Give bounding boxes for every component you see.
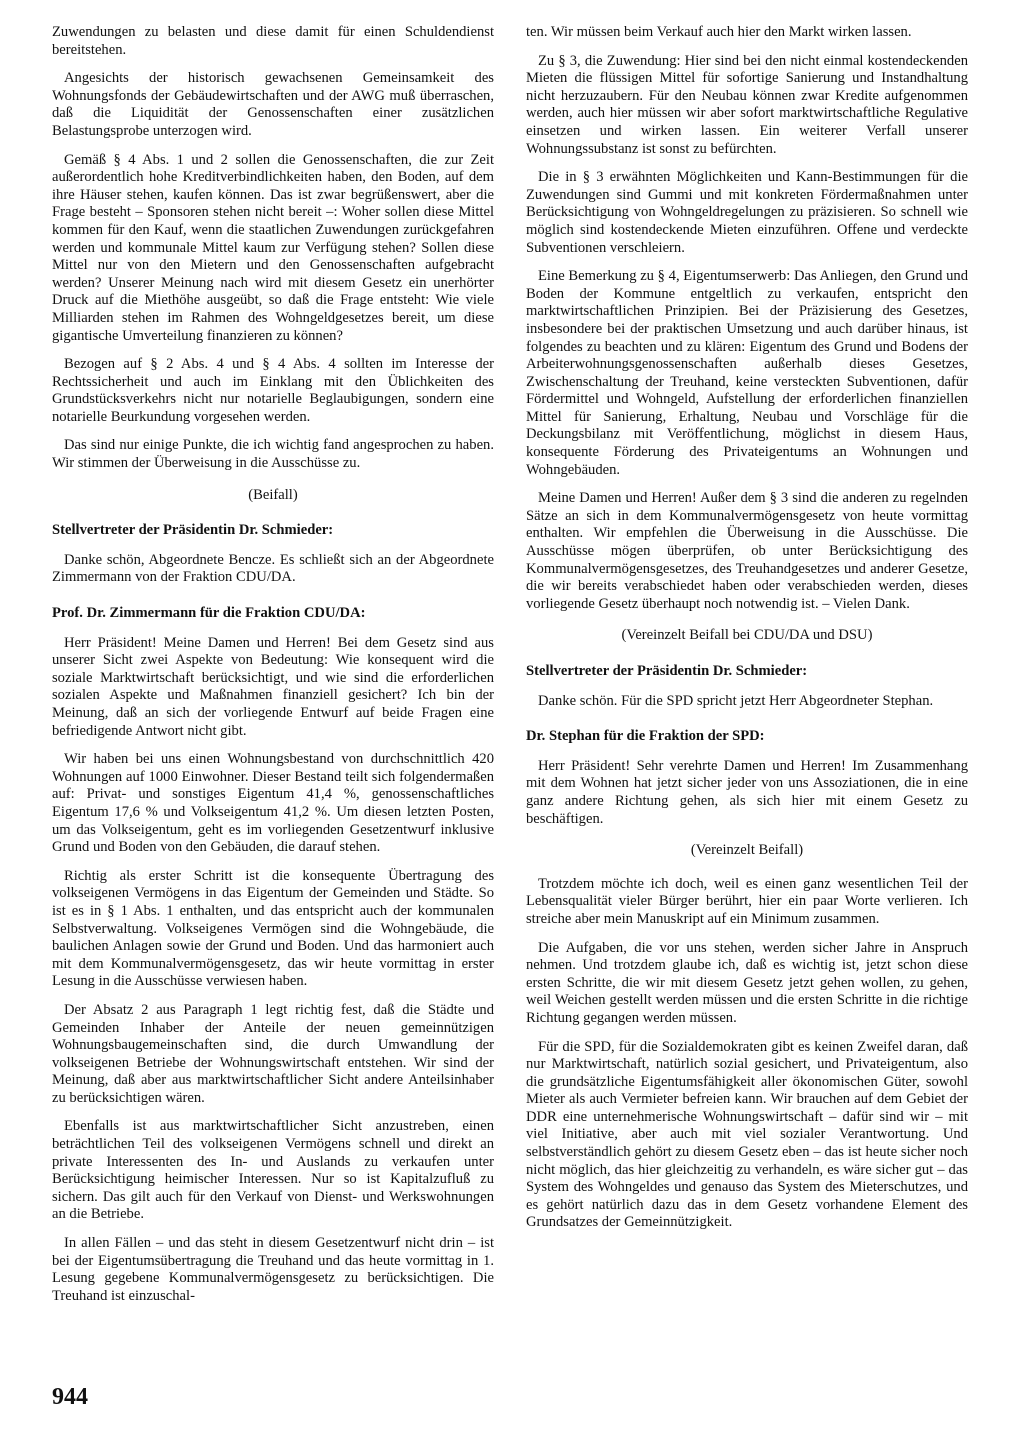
paragraph: Meine Damen und Herren! Außer dem § 3 sind die anderen zu regelnden Sätze an sich in dem Kommunalvermögensgesetz von heute vormittag enthalten. Wir empfehlen die Überweisung in die Ausschüsse. Die Ausschüsse mögen überprüfen, ob unter Berücksichtigung des Kommunalvermögensgesetzes, des Treuhandgesetzes und anderer Gesetze, die wir bereits verabschiedet haben oder verabschieden werden, dieses vorliegende Gesetz überhaupt noch notwendig ist. – Vielen Dank. — [526, 490, 968, 612]
paragraph: Danke schön, Abgeordnete Bencze. Es schließt sich an der Abgeordnete Zimmermann von der Fraktion CDU/DA. — [52, 551, 494, 586]
paragraph: Die Aufgaben, die vor uns stehen, werden sicher Jahre in Anspruch nehmen. Und trotzdem glaube ich, daß es wichtig ist, jetzt schon diese ersten Schritte, die wir mit diesem Gesetz jetzt gehen wollen, zu gehen, weil Weichen gestellt werden müssen und die ersten Schritte in die richtige Richtung gegangen werden müssen. — [526, 939, 968, 1026]
paragraph: Eine Bemerkung zu § 4, Eigentumserwerb: Das Anliegen, den Grund und Boden der Kommune entgeltlich zu verkaufen, entspricht den marktwirtschaftlichen Prinzipien. Bei der Präzisierung des Gesetzes, insbesondere bei der praktischen Umsetzung und auch darüber hinaus, ist folgendes zu beachten und zu klären: Eigentum des Grund und Bodens der Arbeiterwohnungsgenossenschaften außerhalb dieses Gesetzes, Zwischenschaltung der Treuhand, keine versteckten Subventionen, dafür Fördermittel und Wohngeld, Aufstellung der erforderlichen finanziellen Mittel für Sanierung, Erhaltung, Neubau und Vorschläge für die Deckungsbilanz mit Veröffentlichung, möglichst in diesem Haus, konsequente Förderung des Privateigentums an Wohnungen und Wohngebäuden. — [526, 268, 968, 478]
speaker-heading: Dr. Stephan für die Fraktion der SPD: — [526, 728, 765, 745]
paragraph: Richtig als erster Schritt ist die konsequente Übertragung des volkseigenen Vermögens in das Eigentum der Gemeinden und Städte. So ist es in § 1 Abs. 1 enthalten, und das entspricht auch der kommunalen Selbstverwaltung. Volkseigenes Vermögen sind die Wohngebäude, die baulichen Anlagen sowie der Grund und Boden. Und das harmoniert auch mit dem Kommunalvermögensgesetz, das wir heute vormittag in erster Lesung in die Ausschüsse verwiesen haben. — [52, 867, 494, 990]
paragraph: Bezogen auf § 2 Abs. 4 und § 4 Abs. 4 sollten im Interesse der Rechtssicherheit und auch im Einklang mit den Üblichkeiten des Grundstücksverkehrs nicht nur notarielle Beglaubigungen, sondern eine notarielle Beurkundung vorgesehen werden. — [52, 356, 494, 425]
paragraph: Die in § 3 erwähnten Möglichkeiten und Kann-Bestimmungen für die Zuwendungen sind Gummi und mit konkreten Fördermaßnahmen unter Berücksichtigung von Wohngeldregelungen zu präzisieren. So schnell wie möglich sind kostendeckende Mieten einzuführen. Offene und verdeckte Subventionen verschleiern. — [526, 169, 968, 256]
applause-note: (Vereinzelt Beifall) — [690, 842, 804, 859]
paragraph: Danke schön. Für die SPD spricht jetzt Herr Abgeordneter Stephan. — [538, 692, 934, 709]
paragraph: Herr Präsident! Sehr verehrte Damen und Herren! Im Zusammenhang mit dem Wohnen hat jetzt sicher jeder von uns Assoziationen, die in eine ganz andere Richtung gehen, als sich hier mit einem Gesetz zu beschäftigen. — [526, 757, 968, 827]
paragraph: Wir haben bei uns einen Wohnungsbestand von durchschnittlich 420 Wohnungen auf 1000 Einwohner. Dieser Bestand teilt sich folgendermaßen auf: Privat- und sonstiges Eigentum 41,4 %, genossenschaftliches Eigentum 17,6 % und Volkseigentum 41,2 %. Um diesen letzten Posten, um das Volkseigentum, geht es im vorliegenden Gesetzentwurf inklusive Grund und Boden von den Gebäuden, die darauf stehen. — [52, 751, 494, 856]
left-column — [52, 24, 494, 1316]
paragraph: In allen Fällen – und das steht in diesem Gesetzentwurf nicht drin – ist bei der Eigentumsübertragung die Treuhand und das heute vormittag in 1. Lesung gegebene Kommunalvermögensgesetz zu berücksichtigen. Die Treuhand ist einzuschal- — [52, 1235, 494, 1304]
speaker-heading: Stellvertreter der Präsidentin Dr. Schmieder: — [526, 663, 808, 679]
speaker-heading: Prof. Dr. Zimmermann für die Fraktion CDU/DA: — [52, 605, 366, 622]
paragraph: Zu § 3, die Zuwendung: Hier sind bei den nicht einmal kostendeckenden Mieten die flüssigen Mittel für sofortige Sanierung und Instandhaltung nicht herzuzaubern. Für den Neubau können zwar Kredite aufgenommen werden, auch hier müssen wir aber sofort marktwirtschaftliche Regulative einsetzen und wirken lassen. Ein weiterer Verfall unserer Wohnungssubstanz ist sonst zu befürchten. — [526, 52, 968, 157]
paragraph: Zuwendungen zu belasten und diese damit für einen Schuldendienst bereitstehen. — [52, 24, 494, 58]
applause-note: (Vereinzelt Beifall bei CDU/DA und DSU) — [621, 627, 873, 644]
paragraph: Angesichts der historisch gewachsenen Gemeinsamkeit des Wohnungsfonds der Gebäudewirtschaften und der AWG muß überraschen, daß die Liquidität der Genossenschaften einer zusätzlichen Belastungsprobe unterzogen wird. — [52, 70, 494, 139]
paragraph: Das sind nur einige Punkte, die ich wichtig fand angesprochen zu haben. Wir stimmen der Überweisung in die Ausschüsse zu. — [52, 437, 494, 472]
applause-note: (Beifall) — [248, 486, 298, 503]
paragraph: Trotzdem möchte ich doch, weil es einen ganz wesentlichen Teil der Lebensqualität vieler Bürger berührt, hier ein paar Worte verlieren. Ich streiche aber mein Manuskript auf ein Minimum zusammen. — [526, 875, 968, 927]
page-number: 944 — [52, 1384, 88, 1410]
paragraph: Für die SPD, für die Sozialdemokraten gibt es keinen Zweifel daran, daß nur Marktwirtschaft, natürlich sozial gesichert, und Privateigentum, also die grundsätzliche Eigentumsfähigkeit aller ökonomischen Güter, sowohl Mieter als auch Vermieter befreien kann. Wir brauchen auf dem Gebiet der DDR eine unternehmerische Wohnungswirtschaft – dafür sind wir – mit viel Initiative, aber auch mit viel sozialer Verantwortung. Und selbstverständlich gehört zu diesem Gesetz eben – das ist heute sicher noch nicht möglich, das hier gleichzeitig zu verhandeln, es wäre sicher gut – das System des Wohngeldes und genauso das System des Mieterschutzes, und es gehört natürlich dazu das in dem Gesetz vorhandene Element des Grundsatzes der Gemeinnützigkeit. — [526, 1038, 968, 1231]
right-column — [526, 24, 968, 1243]
paragraph: ten. Wir müssen beim Verkauf auch hier den Markt wirken lassen. — [526, 24, 912, 40]
paragraph: Ebenfalls ist aus marktwirtschaftlicher Sicht anzustreben, einen beträchtlichen Teil des volkseigenen Vermögens schnell und direkt an private Interessenten des In- und Auslands zu verkaufen unter Berücksichtigung heimischer Interessen. Nur so ist Kapitalzufluß zu sichern. Das gilt auch für den Verkauf von Dienst- und Werkswohnungen an die Betriebe. — [52, 1118, 494, 1223]
paragraph: Herr Präsident! Meine Damen und Herren! Bei dem Gesetz sind aus unserer Sicht zwei Aspekte von Bedeutung: Wie konsequent wird die soziale Marktwirtschaft berücksichtigt, und wie sind die erforderlichen sozialen Aspekte und Maßnahmen finanziell gesichert? Ich bin der Meinung, daß an sich der vorliegende Entwurf auf beide Fragen eine befriedigende Antwort nicht gibt. — [52, 634, 494, 739]
speaker-heading: Stellvertreter der Präsidentin Dr. Schmieder: — [52, 522, 334, 539]
paragraph: Der Absatz 2 aus Paragraph 1 legt richtig fest, daß die Städte und Gemeinden Inhaber der Anteile der neuen gemeinnützigen Wohnungsbaugemeinschaften sind, die durch Umwandlung der volkseigenen Betriebe der Wohnungswirtschaft entstehen. Wir sind der Meinung, daß aber aus marktwirtschaftlicher Sicht andere Anteilsinhaber zu berücksichtigen wären. — [52, 1001, 494, 1106]
paragraph: Gemäß § 4 Abs. 1 und 2 sollen die Genossenschaften, die zur Zeit außerordentlich hohe Kreditverbindlichkeiten haben, den Boden, auf dem ihre Häuser stehen, kaufen können. Das ist zwar begrüßenswert, aber die Frage besteht – Sponsoren stehen nicht bereit –: Woher sollen diese Mittel kommen für den Kauf, wenn die staatlichen Zuwendungen zurückgefahren werden und kommunale Mittel kaum zur Verfügung stehen? Sollen diese Mittel nur von den Mietern und den Genossenschaften aufgebracht werden? Unserer Meinung nach wird mit diesem Gesetz ein unerhörter Druck auf die Miethöhe ausgeübt, so daß die Frage entsteht: Wie viele Milliarden stehen im Rahmen des Wohngeldgesetzes bereit, um diese gigantische Umverteilung finanzieren zu können? — [52, 151, 494, 344]
